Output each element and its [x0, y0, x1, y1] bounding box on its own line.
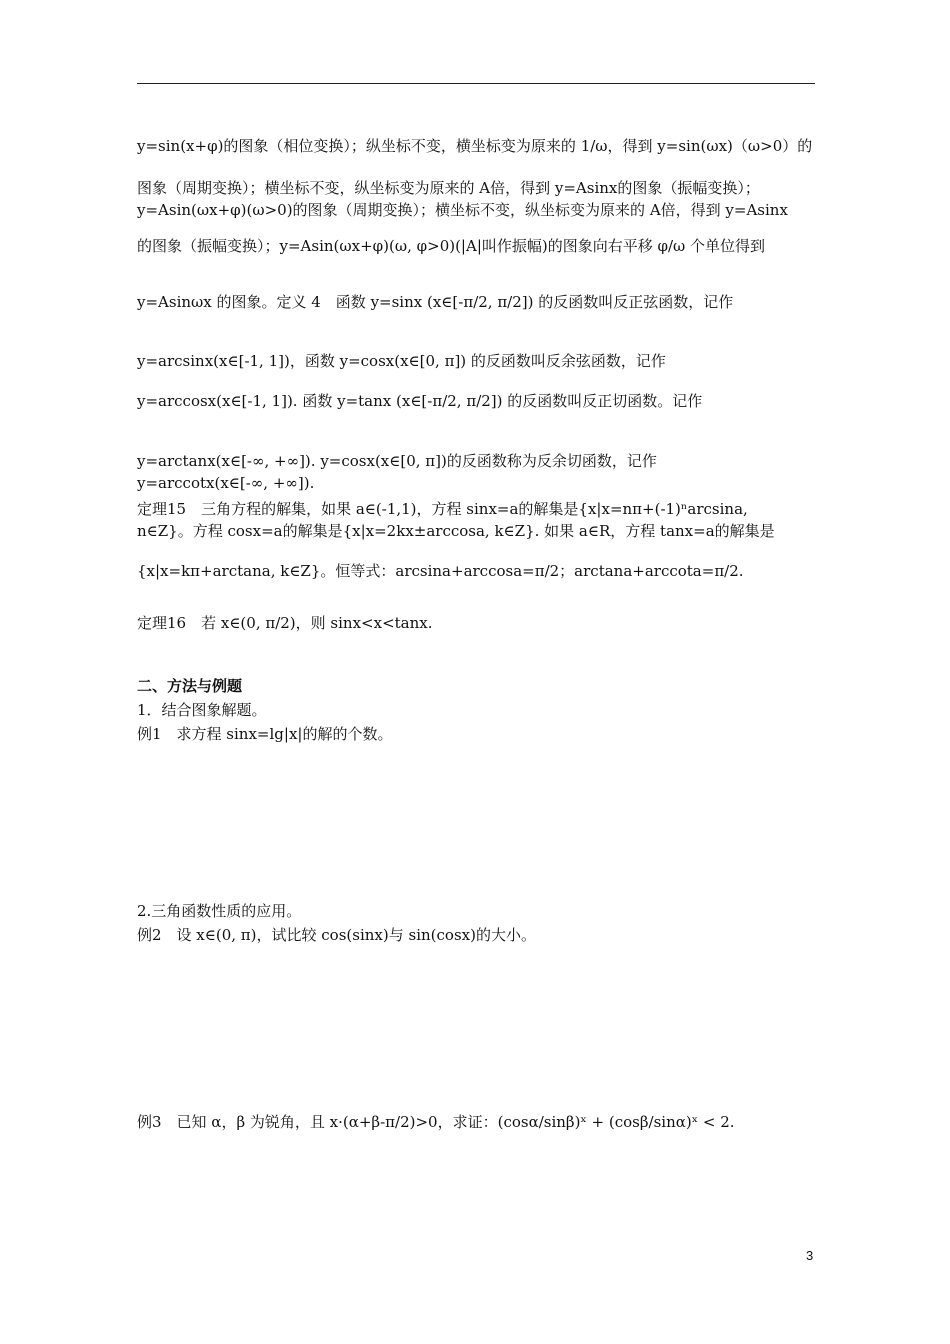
text-line: 1．结合图象解题。 — [137, 701, 267, 719]
text-line: y=sin(x+φ)的图象（相位变换）；纵坐标不变，横坐标变为原来的 1/ω，得到 y=sin(ωx)（ω>0）的 — [137, 137, 813, 155]
example-3: 例3 已知 α，β 为锐角，且 x·(α+β-π/2)>0，求证：(cosα/sinβ)ˣ + (cosβ/sinα)ˣ < 2. — [137, 1113, 735, 1131]
text-line: y=arctanx(x∈[-∞, +∞]). y=cosx(x∈[0, π])的反函数称为反余切函数，记作 — [137, 452, 657, 470]
theorem-16: 定理16 若 x∈(0, π/2)，则 sinx<x<tanx. — [137, 614, 433, 632]
section-heading: 二、方法与例题 — [137, 677, 243, 695]
text-line: 的图象（振幅变换）；y=Asin(ωx+φ)(ω, φ>0)(|A|叫作振幅)的图象向右平移 φ/ω 个单位得到 — [137, 237, 766, 255]
theorem-15: 定理15 三角方程的解集，如果 a∈(-1,1)，方程 sinx=a的解集是{x|x=nπ+(-1)ⁿarcsina, — [137, 500, 748, 518]
text-line: y=arccosx(x∈[-1, 1]). 函数 y=tanx (x∈[-π/2, π/2]) 的反函数叫反正切函数。记作 — [137, 392, 703, 410]
example-1: 例1 求方程 sinx=lg|x|的解的个数。 — [137, 725, 393, 743]
text-line: y=Asinωx 的图象。定义 4 函数 y=sinx (x∈[-π/2, π/2]) 的反函数叫反正弦函数，记作 — [137, 293, 734, 311]
text-line: y=Asin(ωx+φ)(ω>0)的图象（周期变换）；横坐标不变，纵坐标变为原来的 A倍，得到 y=Asinx — [137, 201, 788, 219]
header-rule — [137, 83, 815, 84]
page-number: 3 — [806, 1248, 814, 1263]
text-line: 图象（周期变换）；横坐标不变，纵坐标变为原来的 A倍，得到 y=Asinx的图象（振幅变换）； — [137, 179, 760, 197]
text-line: y=arcsinx(x∈[-1, 1])，函数 y=cosx(x∈[0, π]) 的反函数叫反余弦函数，记作 — [137, 352, 666, 370]
text-line: y=arccotx(x∈[-∞, +∞]). — [137, 474, 315, 492]
text-line: 2.三角函数性质的应用。 — [137, 902, 302, 920]
example-2: 例2 设 x∈(0, π)，试比较 cos(sinx)与 sin(cosx)的大小。 — [137, 926, 536, 944]
text-line: {x|x=kπ+arctana, k∈Z}。恒等式：arcsina+arccosa=π/2；arctana+arccota=π/2. — [137, 562, 744, 580]
text-line: n∈Z}。方程 cosx=a的解集是{x|x=2kx±arccosa, k∈Z}. 如果 a∈R，方程 tanx=a的解集是 — [137, 522, 775, 540]
